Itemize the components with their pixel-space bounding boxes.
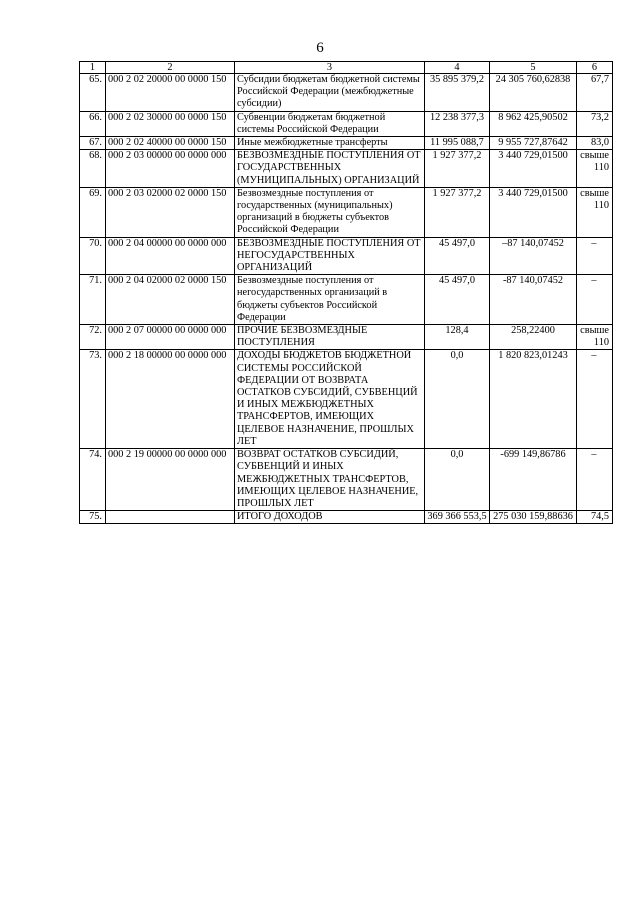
- execution-percent: –: [577, 275, 613, 325]
- table-row: [80, 449, 613, 511]
- budget-code: 000 2 04 00000 00 0000 000: [106, 237, 235, 275]
- table-row: [80, 74, 613, 112]
- execution-percent: свыше 110: [577, 325, 613, 350]
- budget-code: 000 2 04 02000 02 0000 150: [106, 275, 235, 325]
- table-row: [80, 187, 613, 237]
- table-row-total: [80, 511, 613, 524]
- budget-code: 000 2 02 30000 00 0000 150: [106, 111, 235, 136]
- column-header-5: 5: [490, 62, 577, 74]
- actual-amount: 3 440 729,01500: [490, 150, 577, 188]
- budget-code: 000 2 02 40000 00 0000 150: [106, 137, 235, 150]
- execution-percent: 67,7: [577, 74, 613, 112]
- actual-amount: 8 962 425,90502: [490, 111, 577, 136]
- column-header-3: 3: [235, 62, 425, 74]
- actual-amount: 24 305 760,62838: [490, 74, 577, 112]
- row-number: 74.: [80, 449, 106, 511]
- row-number: 68.: [80, 150, 106, 188]
- actual-amount: –87 140,07452: [490, 237, 577, 275]
- row-number: 75.: [80, 511, 106, 524]
- row-number: 66.: [80, 111, 106, 136]
- row-number: 72.: [80, 325, 106, 350]
- plan-amount: 128,4: [425, 325, 490, 350]
- actual-amount: -87 140,07452: [490, 275, 577, 325]
- plan-amount: 1 927 377,2: [425, 187, 490, 237]
- table-header-row: [80, 62, 613, 74]
- plan-amount: 11 995 088,7: [425, 137, 490, 150]
- budget-code: 000 2 07 00000 00 0000 000: [106, 325, 235, 350]
- plan-amount: 1 927 377,2: [425, 150, 490, 188]
- actual-amount: 1 820 823,01243: [490, 350, 577, 449]
- revenue-name: Безвозмездные поступления от негосударственных организаций в бюджеты субъектов Российской Федерации: [235, 275, 425, 325]
- execution-percent: свыше 110: [577, 150, 613, 188]
- budget-code: 000 2 02 20000 00 0000 150: [106, 74, 235, 112]
- row-number: 67.: [80, 137, 106, 150]
- revenue-name: ДОХОДЫ БЮДЖЕТОВ БЮДЖЕТНОЙ СИСТЕМЫ РОССИЙСКОЙ ФЕДЕРАЦИИ ОТ ВОЗВРАТА ОСТАТКОВ СУБСИДИЙ, СУБВЕНЦИЙ И ИНЫХ МЕЖБЮДЖЕТНЫХ ТРАНСФЕРТОВ, ИМЕЮЩИХ ЦЕЛЕВОЕ НАЗНАЧЕНИЕ, ПРОШЛЫХ ЛЕТ: [235, 350, 425, 449]
- revenue-name: БЕЗВОЗМЕЗДНЫЕ ПОСТУПЛЕНИЯ ОТ НЕГОСУДАРСТВЕННЫХ ОРГАНИЗАЦИЙ: [235, 237, 425, 275]
- revenue-name: Иные межбюджетные трансферты: [235, 137, 425, 150]
- execution-percent: 83,0: [577, 137, 613, 150]
- budget-code: [106, 511, 235, 524]
- table-row: [80, 325, 613, 350]
- actual-amount: 9 955 727,87642: [490, 137, 577, 150]
- budget-code: 000 2 03 02000 02 0000 150: [106, 187, 235, 237]
- table-row: [80, 237, 613, 275]
- execution-percent: 74,5: [577, 511, 613, 524]
- plan-amount: 45 497,0: [425, 275, 490, 325]
- plan-amount: 35 895 379,2: [425, 74, 490, 112]
- column-header-4: 4: [425, 62, 490, 74]
- page-number: 6: [316, 40, 324, 56]
- actual-amount: 3 440 729,01500: [490, 187, 577, 237]
- revenue-name: Безвозмездные поступления от государственных (муниципальных) организаций в бюджеты субъектов Российской Федерации: [235, 187, 425, 237]
- plan-amount: 0,0: [425, 449, 490, 511]
- execution-percent: свыше 110: [577, 187, 613, 237]
- plan-amount: 45 497,0: [425, 237, 490, 275]
- row-number: 69.: [80, 187, 106, 237]
- budget-code: 000 2 19 00000 00 0000 000: [106, 449, 235, 511]
- row-number: 71.: [80, 275, 106, 325]
- row-number: 73.: [80, 350, 106, 449]
- revenue-name: Субсидии бюджетам бюджетной системы Российской Федерации (межбюджетные субсидии): [235, 74, 425, 112]
- table-row: [80, 137, 613, 150]
- plan-amount: 12 238 377,3: [425, 111, 490, 136]
- budget-code: 000 2 03 00000 00 0000 000: [106, 150, 235, 188]
- actual-amount: -699 149,86786: [490, 449, 577, 511]
- row-number: 65.: [80, 74, 106, 112]
- execution-percent: –: [577, 449, 613, 511]
- plan-amount: 369 366 553,5: [425, 511, 490, 524]
- column-header-1: 1: [80, 62, 106, 74]
- revenue-name: БЕЗВОЗМЕЗДНЫЕ ПОСТУПЛЕНИЯ ОТ ГОСУДАРСТВЕННЫХ (МУНИЦИПАЛЬНЫХ) ОРГАНИЗАЦИЙ: [235, 150, 425, 188]
- table-row: [80, 275, 613, 325]
- execution-percent: –: [577, 350, 613, 449]
- execution-percent: –: [577, 237, 613, 275]
- column-header-2: 2: [106, 62, 235, 74]
- table-row: [80, 111, 613, 136]
- budget-code: 000 2 18 00000 00 0000 000: [106, 350, 235, 449]
- column-header-6: 6: [577, 62, 613, 74]
- revenue-name: ПРОЧИЕ БЕЗВОЗМЕЗДНЫЕ ПОСТУПЛЕНИЯ: [235, 325, 425, 350]
- table-row: [80, 150, 613, 188]
- table-row: [80, 350, 613, 449]
- actual-amount: 258,22400: [490, 325, 577, 350]
- revenue-name: ВОЗВРАТ ОСТАТКОВ СУБСИДИЙ, СУБВЕНЦИЙ И ИНЫХ МЕЖБЮДЖЕТНЫХ ТРАНСФЕРТОВ, ИМЕЮЩИХ ЦЕЛЕВОЕ НАЗНАЧЕНИЕ, ПРОШЛЫХ ЛЕТ: [235, 449, 425, 511]
- revenue-table: [79, 61, 613, 524]
- row-number: 70.: [80, 237, 106, 275]
- execution-percent: 73,2: [577, 111, 613, 136]
- plan-amount: 0,0: [425, 350, 490, 449]
- revenue-name: ИТОГО ДОХОДОВ: [235, 511, 425, 524]
- actual-amount: 275 030 159,88636: [490, 511, 577, 524]
- revenue-name: Субвенции бюджетам бюджетной системы Российской Федерации: [235, 111, 425, 136]
